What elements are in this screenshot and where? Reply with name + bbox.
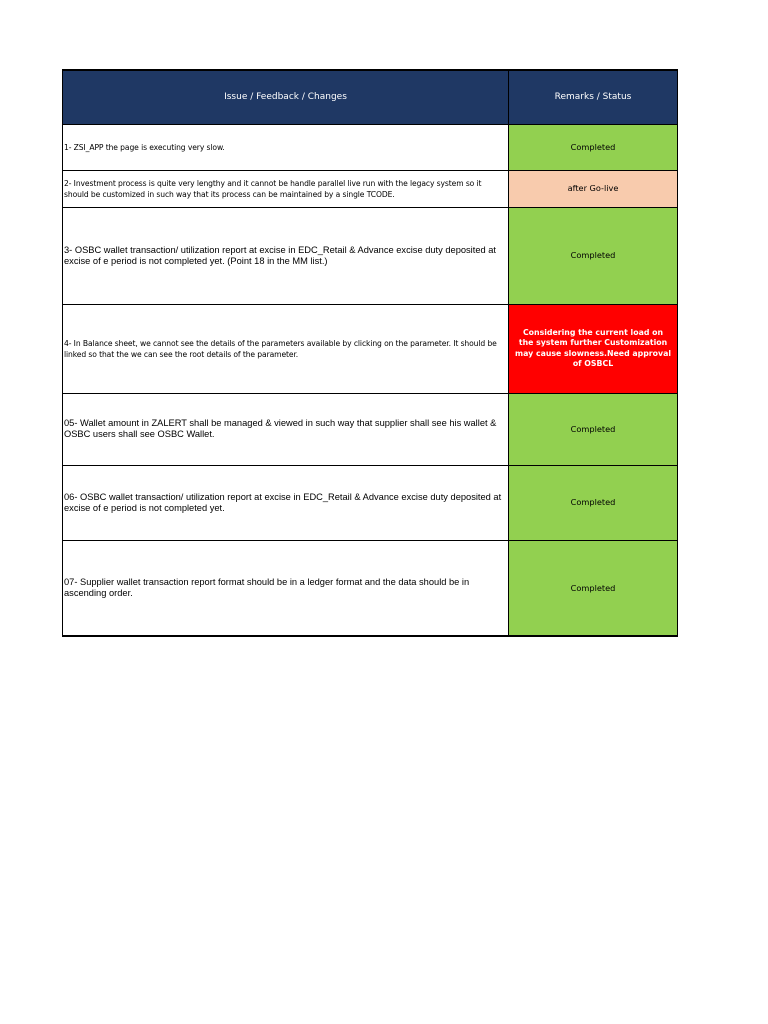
status-cell: Completed [509, 540, 678, 636]
status-cell: Completed [509, 465, 678, 540]
table-row [63, 304, 678, 393]
issue-cell: 3- OSBC wallet transaction/ utilization report at excise in EDC_Retail & Advance excise duty deposited at excise of e period is not completed yet. (Point 18 in the MM list.) [63, 207, 509, 304]
issue-cell: 2- Investment process is quite very lengthy and it cannot be handle parallel live run with the legacy system so it should be customized in such way that its process can be maintained by a single TCODE. [63, 170, 509, 207]
table-row [63, 465, 678, 540]
table-row [63, 207, 678, 304]
status-column-header: Remarks / Status [509, 70, 678, 124]
issue-cell: 06- OSBC wallet transaction/ utilization report at excise in EDC_Retail & Advance excise duty deposited at excise of e period is not completed yet. [63, 465, 509, 540]
table-row [63, 540, 678, 636]
issue-status-table [62, 69, 678, 637]
table-row [63, 124, 678, 170]
status-cell: Completed [509, 124, 678, 170]
issue-cell: 07- Supplier wallet transaction report format should be in a ledger format and the data should be in ascending order. [63, 540, 509, 636]
issue-cell: 1- ZSI_APP the page is executing very slow. [63, 124, 509, 170]
status-cell: Completed [509, 393, 678, 465]
issue-cell: 4- In Balance sheet, we cannot see the details of the parameters available by clicking on the parameter. It should be linked so that the we can see the root details of the parameter. [63, 304, 509, 393]
status-cell: after Go-live [509, 170, 678, 207]
issue-column-header: Issue / Feedback / Changes [63, 70, 509, 124]
status-cell: Considering the current load on the system further Customization may cause slowness.Need approval of OSBCL [509, 304, 678, 393]
table-header-row [63, 70, 678, 124]
issue-cell: 05- Wallet amount in ZALERT shall be managed & viewed in such way that supplier shall see his wallet & OSBC users shall see OSBC Wallet. [63, 393, 509, 465]
table-row [63, 393, 678, 465]
status-cell: Completed [509, 207, 678, 304]
table-row [63, 170, 678, 207]
